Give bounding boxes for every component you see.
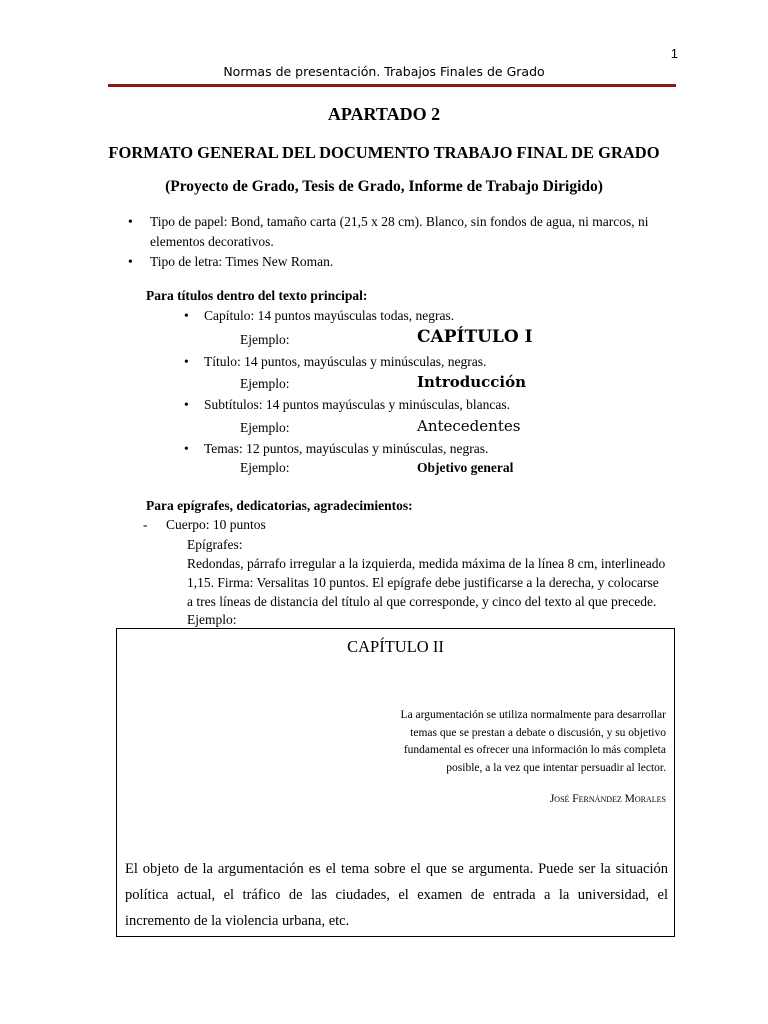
title-rule-text: Capítulo: 14 puntos mayúsculas todas, negras. [204,308,455,323]
example-topic: Objetivo general [417,460,514,475]
example-chapter-title: CAPÍTULO II [347,637,444,656]
example-label: Ejemplo: [240,376,290,391]
example-label: Ejemplo: [240,460,290,475]
example-body-text: El objeto de la argumentación es el tema sobre el que se argumenta. Puede ser la situación política actual, el tráfico de las ciudades, el examen de entrada a la universidad, el incremento de la violencia urbana, etc. [125,861,668,929]
epigraph-label: Epígrafes: [187,537,243,552]
epigraph-section-heading: Para epígrafes, dedicatorias, agradecimientos: [146,498,413,513]
list-item: • Tipo de papel: Bond, tamaño carta (21,5 x 28 cm). Blanco, sin fondos de agua, ni marcos, ni elementos decorativos. [128,212,676,252]
example-label: Ejemplo: [240,332,290,347]
dash-bullet: - [143,517,148,532]
titles-section-heading: Para títulos dentro del texto principal: [146,288,368,303]
epigraph-line: La argumentación se utiliza normalmente para desarrollar [400,709,666,721]
title-rule-item [184,354,486,370]
title-rule-item [184,397,510,413]
example-label: Ejemplo: [187,612,237,627]
epigraph-rule-line: a tres líneas de distancia del título al que corresponde, y cinco del texto al que precede. [187,594,657,609]
epigraph-line: posible, a la vez que intentar persuadir al lector. [446,761,666,774]
body-size-rule: Cuerpo: 10 puntos [166,517,266,532]
example-chapter: CAPÍTULO I [417,327,533,347]
title-rule-item [184,308,454,324]
epigraph-line: temas que se prestan a debate o discusión, y su objetivo [410,726,666,739]
list-item: • Tipo de letra: Times New Roman. [128,252,676,272]
document-subtitle: (Proyecto de Grado, Tesis de Grado, Informe de Trabajo Dirigido) [165,178,603,195]
running-header: Normas de presentación. Trabajos Finales de Grado [223,64,545,79]
general-format-list [128,212,676,272]
example-box [116,628,675,937]
page-number: 1 [670,46,678,61]
epigraph-line: fundamental es ofrecer una información lo más completa [403,744,666,756]
section-heading: APARTADO 2 [327,104,441,124]
epigraph-quote [326,707,666,777]
title-rule-text: Subtítulos: 14 puntos mayúsculas y minúsculas, blancas. [204,397,510,412]
example-subtitle: Antecedentes [417,417,521,435]
title-rule-item [184,441,488,457]
title-rule-text: Título: 14 puntos, mayúsculas y minúsculas, negras. [204,354,487,369]
epigraph-rule-line: 1,15. Firma: Versalitas 10 puntos. El epígrafe debe justificarse a la derecha, y colocarse [187,575,659,590]
header-rule [108,84,676,87]
title-rule-text: Temas: 12 puntos, mayúsculas y minúsculas, negras. [204,441,489,456]
epigraph-signature: José Fernández Morales [549,793,666,805]
example-title: Introducción [417,373,527,391]
example-label: Ejemplo: [240,420,290,435]
document-title: FORMATO GENERAL DEL DOCUMENTO TRABAJO FINAL DE GRADO [108,143,660,162]
epigraph-rule-line: Redondas, párrafo irregular a la izquierda, medida máxima de la línea 8 cm, interlineado [187,556,666,571]
